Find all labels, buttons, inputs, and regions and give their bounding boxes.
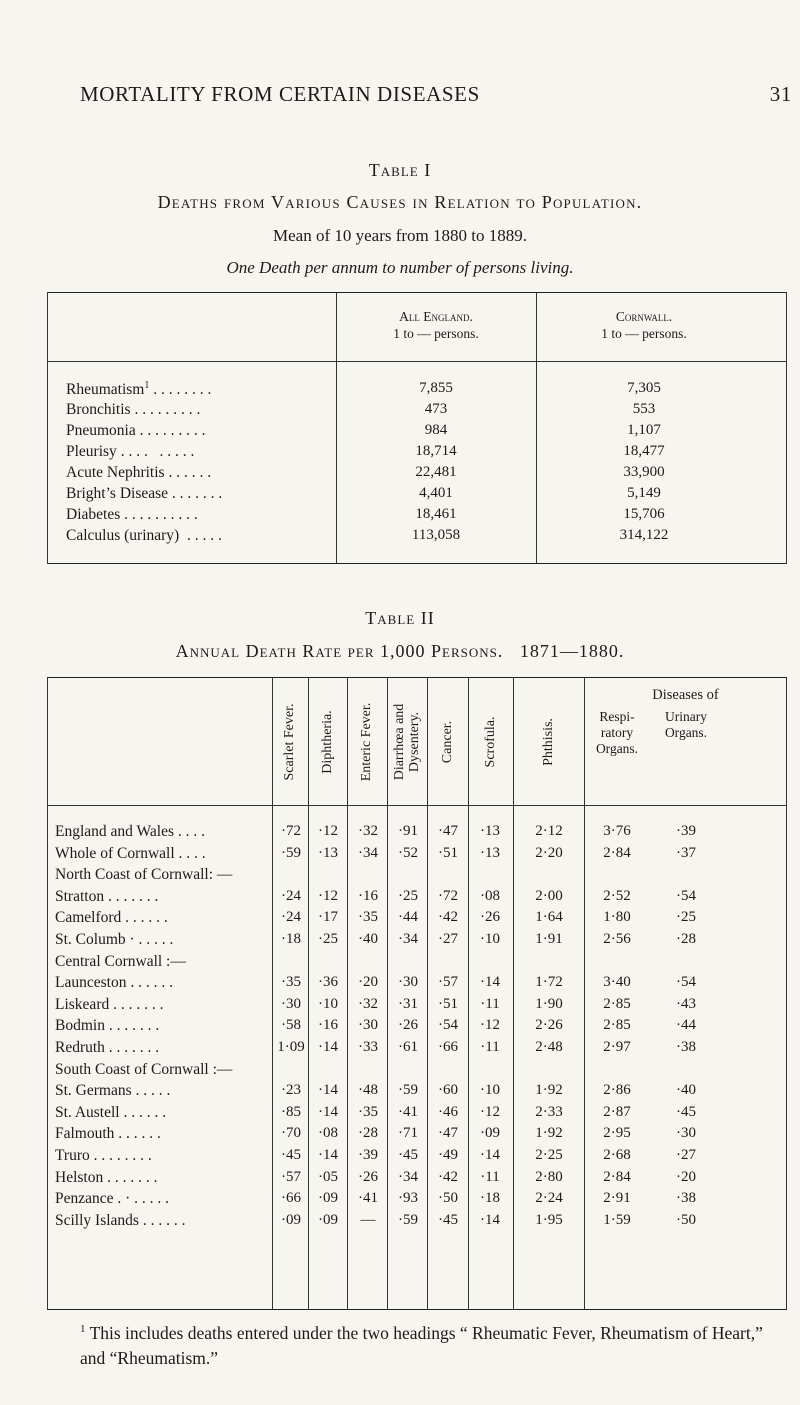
table-row — [47, 422, 787, 442]
cell: ·48 — [358, 1082, 378, 1099]
cell: 1·92 — [535, 1125, 563, 1142]
cell: ·14 — [480, 1211, 500, 1228]
cell: ·25 — [398, 887, 418, 904]
table-row — [47, 527, 787, 547]
cell: ·45 — [281, 1147, 301, 1163]
colhead-scrofula — [468, 683, 513, 801]
cell: 2·00 — [535, 887, 563, 904]
cell: 2·56 — [603, 931, 631, 947]
england-value: 18,714 — [415, 443, 457, 459]
cell: ·52 — [398, 844, 418, 861]
colhead-diphtheria — [308, 683, 347, 801]
row-label: Launceston . . . . . . — [55, 974, 173, 992]
leader-dots: . . . . . . . — [168, 485, 223, 502]
row-label: Liskeard . . . . . . . — [55, 995, 164, 1013]
cell: ·50 — [438, 1190, 458, 1207]
colhead-name: Cornwall. — [615, 309, 673, 324]
cell: ·14 — [480, 1147, 500, 1163]
cell: ·27 — [676, 1147, 696, 1163]
colhead-phthisis — [513, 683, 584, 801]
cell: ·54 — [676, 974, 696, 991]
cell: ·32 — [358, 823, 378, 839]
cell: ·11 — [480, 1039, 500, 1055]
cell: 2·68 — [603, 1147, 631, 1163]
row-label: St. Columb · . . . . . — [55, 931, 174, 948]
cell: ·12 — [318, 823, 338, 839]
cell: 1·59 — [603, 1211, 631, 1228]
row-label: Stratton . . . . . . . — [55, 887, 159, 905]
table-row — [47, 506, 787, 526]
row-label: Truro . . . . . . . . — [55, 1147, 152, 1164]
cell: ·11 — [480, 1168, 500, 1185]
cell: 3·40 — [603, 974, 631, 991]
england-value: 473 — [424, 401, 448, 417]
cell: ·17 — [318, 909, 338, 926]
table2-heading: Annual Death Rate per 1,000 Persons. 1871—1880. — [175, 641, 625, 661]
cell: ·35 — [281, 974, 301, 991]
cell: ·09 — [480, 1125, 500, 1142]
cell: ·12 — [480, 1103, 500, 1120]
cell: ·30 — [676, 1125, 696, 1142]
cell: 2·48 — [535, 1039, 563, 1055]
cell: 1·72 — [535, 974, 563, 991]
row-label: England and Wales . . . . — [55, 823, 205, 840]
row-label-text: Diabetes — [66, 506, 121, 523]
cell: 2·85 — [603, 995, 631, 1012]
row-label: Helston . . . . . . . — [55, 1168, 158, 1186]
cornwall-value: 5,149 — [627, 485, 661, 501]
cell: — — [360, 1211, 376, 1228]
cell: ·20 — [676, 1168, 696, 1185]
row-label-text: Pneumonia — [66, 422, 136, 439]
cell: ·47 — [438, 823, 458, 839]
row-label — [66, 527, 354, 545]
cornwall-value: 314,122 — [619, 527, 669, 543]
cell: ·14 — [318, 1039, 338, 1055]
row-label-text: Rheumatism — [66, 381, 145, 399]
cell: ·40 — [358, 931, 378, 947]
england-value: 18,461 — [415, 506, 457, 522]
cell: ·36 — [318, 974, 338, 991]
row-label: Redruth . . . . . . . — [55, 1039, 160, 1056]
table-row — [47, 1212, 787, 1232]
footnote — [80, 1317, 792, 1371]
table1-header-rule — [47, 361, 787, 362]
row-label: St. Austell . . . . . . — [55, 1103, 167, 1121]
cell: ·57 — [281, 1168, 301, 1185]
cell: ·61 — [398, 1039, 418, 1055]
table-row — [47, 974, 787, 994]
cell: 2·24 — [535, 1190, 563, 1207]
cell: ·31 — [398, 995, 418, 1012]
row-label — [66, 443, 354, 461]
row-label: North Coast of Cornwall: — — [55, 866, 233, 884]
cell: ·13 — [480, 823, 500, 839]
cell: ·66 — [438, 1039, 458, 1055]
cell: ·28 — [358, 1125, 378, 1142]
colhead-text: Phthisis. — [540, 718, 556, 766]
cell: ·16 — [358, 887, 378, 904]
cell: ·28 — [676, 931, 696, 947]
row-label — [66, 485, 354, 503]
leader-dots: . . . . . . . . . — [116, 443, 195, 460]
cell: ·08 — [480, 887, 500, 904]
cell: ·16 — [318, 1017, 338, 1034]
table-row — [47, 996, 787, 1016]
cell: ·45 — [398, 1147, 418, 1163]
table2-header-rule — [47, 805, 787, 806]
row-label-text: Bright’s Disease — [66, 485, 169, 502]
cell: ·59 — [398, 1211, 418, 1228]
cell: ·57 — [438, 974, 458, 991]
row-label-text: Acute Nephritis — [66, 464, 165, 481]
england-value: 4,401 — [419, 485, 453, 501]
cell: 2·26 — [535, 1017, 563, 1034]
cell: ·14 — [318, 1082, 338, 1099]
section-heading — [47, 953, 787, 973]
england-value: 22,481 — [415, 464, 457, 480]
cell: ·72 — [438, 887, 458, 904]
colhead-text: Enteric Fever. — [359, 702, 374, 782]
colhead-name: All England. — [399, 309, 473, 324]
section-heading — [47, 1061, 787, 1081]
colhead-text: Scrofula. — [482, 716, 498, 768]
cell: ·12 — [480, 1017, 500, 1034]
row-label: Bodmin . . . . . . . — [55, 1017, 160, 1035]
row-label: St. Germans . . . . . — [55, 1082, 171, 1100]
cell: 2·97 — [603, 1039, 631, 1055]
cornwall-value: 15,706 — [623, 506, 665, 522]
footnote-text: This includes deaths entered under the two headings “ Rheumatic Fever, Rheumatism of Heart,” and “Rheumatism.” — [80, 1322, 763, 1368]
cell: ·41 — [358, 1190, 378, 1207]
cell: ·50 — [676, 1211, 696, 1228]
cell: ·66 — [281, 1190, 301, 1207]
table-row — [47, 888, 787, 908]
cell: ·42 — [438, 909, 458, 926]
cell: 1·90 — [535, 995, 563, 1012]
table2 — [47, 677, 787, 1310]
cell: ·43 — [676, 995, 696, 1012]
cell: ·26 — [480, 909, 500, 926]
cell: ·11 — [480, 995, 500, 1012]
table-row — [47, 443, 787, 463]
table-row — [47, 1125, 787, 1145]
cell: ·45 — [438, 1211, 458, 1228]
row-label: Whole of Cornwall . . . . — [55, 844, 206, 862]
table-row — [47, 845, 787, 865]
table2-group-rule — [584, 705, 585, 805]
cell: ·14 — [318, 1147, 338, 1163]
table1-note: One Death per annum to number of persons living. — [226, 258, 574, 277]
cell: ·25 — [676, 909, 696, 926]
england-value: 113,058 — [411, 527, 461, 543]
footnote-mark: 1 — [80, 1323, 86, 1335]
cell: ·25 — [318, 931, 338, 947]
cell: 1·91 — [535, 931, 563, 947]
table1-label: Table I — [368, 160, 432, 180]
row-label-text: Bronchitis — [66, 401, 131, 418]
cell: 1·92 — [535, 1082, 563, 1099]
footnote-ref: 1 — [144, 380, 150, 391]
table-row — [47, 1104, 787, 1124]
cell: ·42 — [438, 1168, 458, 1185]
cell: ·46 — [438, 1103, 458, 1120]
cell: ·44 — [676, 1017, 696, 1034]
leader-dots: . . . . . . . . . — [130, 401, 201, 418]
leader-dots: . . . . . . — [164, 464, 212, 481]
row-label — [66, 401, 354, 419]
cell: 2·20 — [535, 844, 563, 861]
cell: 2·25 — [535, 1147, 563, 1163]
cell: 3·76 — [603, 823, 631, 839]
cell: ·09 — [318, 1211, 338, 1228]
cell: ·26 — [358, 1168, 378, 1185]
cell: ·37 — [676, 844, 696, 861]
cell: ·51 — [438, 995, 458, 1012]
cell: ·34 — [398, 931, 418, 947]
cell: ·27 — [438, 931, 458, 947]
row-label — [66, 464, 354, 482]
cell: ·44 — [398, 909, 418, 926]
section-heading — [47, 866, 787, 886]
cell: 1·80 — [603, 909, 631, 926]
cornwall-value: 7,305 — [627, 380, 661, 396]
cell: ·91 — [398, 823, 418, 839]
cell: ·23 — [281, 1082, 301, 1099]
cornwall-value: 18,477 — [623, 443, 665, 459]
cell: ·35 — [358, 1103, 378, 1120]
leader-dots: . . . . . — [179, 527, 222, 544]
england-value: 984 — [424, 422, 448, 438]
cell: 2·86 — [603, 1082, 631, 1099]
cell: ·41 — [398, 1103, 418, 1120]
table-row — [47, 1082, 787, 1102]
table-row — [47, 1039, 787, 1059]
row-label-text: Pleurisy — [66, 443, 117, 460]
table2-label: Table II — [365, 608, 435, 628]
cell: ·10 — [318, 995, 338, 1012]
colhead-text: Cancer. — [439, 720, 455, 764]
row-label: Scilly Islands . . . . . . — [55, 1211, 186, 1229]
table-row — [47, 1190, 787, 1210]
leader-dots: . . . . . . . . — [149, 381, 212, 399]
running-header — [80, 82, 792, 107]
cell: ·34 — [398, 1168, 418, 1185]
cell: ·72 — [281, 823, 301, 839]
cell: 2·85 — [603, 1017, 631, 1034]
table1-subtitle: Mean of 10 years from 1880 to 1889. — [272, 226, 527, 245]
table-row — [47, 485, 787, 505]
cell: 1·64 — [535, 909, 563, 926]
cell: ·33 — [358, 1039, 378, 1055]
cell: ·13 — [318, 844, 338, 861]
table2-subhead-urinary: Urinary Organs. — [664, 709, 708, 740]
cell: 2·80 — [535, 1168, 563, 1185]
cell: ·39 — [676, 823, 696, 839]
colhead-text: Scarlet Fever. — [282, 703, 297, 781]
cell: ·12 — [318, 887, 338, 904]
cornwall-value: 33,900 — [623, 464, 665, 480]
row-label — [66, 506, 354, 524]
table-row — [47, 464, 787, 484]
row-label: Camelford . . . . . . — [55, 909, 168, 927]
cell: ·59 — [281, 844, 301, 861]
cell: ·30 — [358, 1017, 378, 1034]
cell: 2·87 — [603, 1103, 631, 1120]
row-label: Central Cornwall :— — [55, 952, 186, 970]
cell: ·54 — [676, 887, 696, 904]
table1-colhead-cornwall — [537, 308, 751, 342]
leader-dots: . . . . . . . . . — [135, 422, 206, 439]
cell: 2·52 — [603, 887, 631, 904]
cell: ·24 — [281, 909, 301, 926]
cell: ·59 — [398, 1082, 418, 1099]
cell: ·08 — [318, 1125, 338, 1142]
colhead-text: Diarrhœa and Dysentery. — [392, 703, 422, 781]
cell: ·85 — [281, 1103, 301, 1120]
colhead-enteric-fever — [347, 683, 387, 801]
colhead-text: Diphtheria. — [319, 710, 335, 774]
cornwall-value: 1,107 — [627, 422, 661, 438]
running-title: MORTALITY FROM CERTAIN DISEASES — [80, 82, 480, 106]
row-label: Falmouth . . . . . . — [55, 1125, 161, 1143]
cell: ·14 — [318, 1103, 338, 1120]
table-row — [47, 380, 787, 400]
table1-heading: Deaths from Various Causes in Relation to Population. — [157, 192, 643, 212]
colhead-sub: 1 to — persons. — [393, 326, 479, 341]
cell: ·71 — [398, 1125, 418, 1142]
cell: 2·84 — [603, 844, 631, 861]
cell: ·45 — [676, 1103, 696, 1120]
cell: ·09 — [318, 1190, 338, 1207]
colhead-diarrh-a-and-dysentery — [387, 683, 427, 801]
leader-dots: . . . . . . . . . . — [120, 506, 198, 523]
cell: 2·84 — [603, 1168, 631, 1185]
table1 — [47, 292, 787, 564]
cell: ·58 — [281, 1017, 301, 1034]
cell: ·93 — [398, 1190, 418, 1207]
cell: ·51 — [438, 844, 458, 861]
cell: ·38 — [676, 1039, 696, 1055]
cell: 1·09 — [277, 1039, 305, 1055]
table2-subhead-respiratory: Respi-ratory Organs. — [595, 709, 639, 756]
cell: ·39 — [358, 1147, 378, 1163]
table-row — [47, 401, 787, 421]
table2-group-title: Diseases of — [652, 687, 719, 703]
england-value: 7,855 — [419, 380, 453, 396]
table1-colhead-england — [337, 308, 535, 342]
table-row — [47, 823, 787, 843]
colhead-sub: 1 to — persons. — [601, 326, 687, 341]
row-label-text: Calculus (urinary) — [66, 527, 180, 544]
cell: ·47 — [438, 1125, 458, 1142]
cell: ·35 — [358, 909, 378, 926]
cell: ·49 — [438, 1147, 458, 1163]
cell: ·32 — [358, 995, 378, 1012]
cell: 2·33 — [535, 1103, 563, 1120]
cell: 2·91 — [603, 1190, 631, 1207]
colhead-cancer — [427, 683, 468, 801]
page-number: 31 — [769, 82, 792, 106]
cell: ·38 — [676, 1190, 696, 1207]
cell: ·30 — [281, 995, 301, 1012]
table-row — [47, 1147, 787, 1167]
cell: ·18 — [281, 931, 301, 947]
row-label: South Coast of Cornwall :— — [55, 1060, 233, 1078]
cell: ·20 — [358, 974, 378, 991]
cell: ·40 — [676, 1082, 696, 1099]
cell: ·09 — [281, 1211, 301, 1228]
row-label — [66, 380, 354, 399]
cell: 2·12 — [535, 823, 563, 839]
row-label: Penzance . · . . . . . — [55, 1190, 170, 1208]
cell: ·18 — [480, 1190, 500, 1207]
cell: ·10 — [480, 931, 500, 947]
cell: 2·95 — [603, 1125, 631, 1142]
row-label — [66, 422, 354, 440]
cell: ·24 — [281, 887, 301, 904]
cell: ·34 — [358, 844, 378, 861]
cell: ·10 — [480, 1082, 500, 1099]
colhead-scarlet-fever — [272, 683, 308, 801]
cell: ·70 — [281, 1125, 301, 1142]
cornwall-value: 553 — [632, 401, 656, 417]
cell: ·05 — [318, 1168, 338, 1185]
cell: ·14 — [480, 974, 500, 991]
cell: 1·95 — [535, 1211, 563, 1228]
table-row — [47, 1169, 787, 1189]
table-row — [47, 931, 787, 951]
cell: ·13 — [480, 844, 500, 861]
table-row — [47, 1017, 787, 1037]
cell: ·60 — [438, 1082, 458, 1099]
cell: ·26 — [398, 1017, 418, 1034]
table-row — [47, 909, 787, 929]
cell: ·30 — [398, 974, 418, 991]
cell: ·54 — [438, 1017, 458, 1034]
